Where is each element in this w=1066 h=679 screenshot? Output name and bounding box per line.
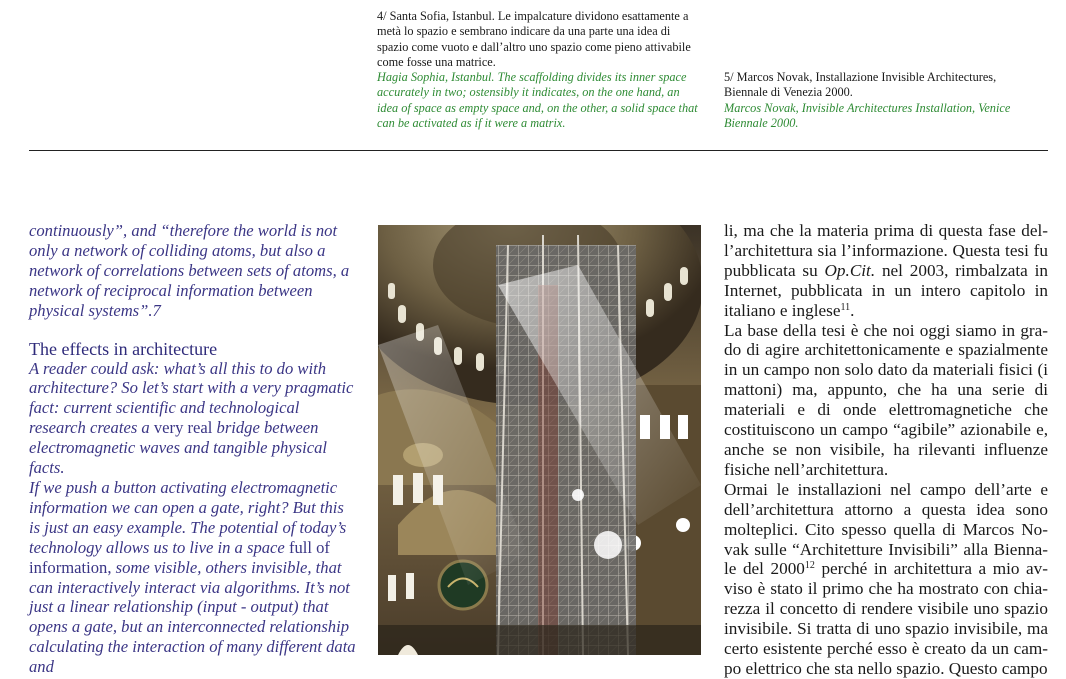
caption-english: Hagia Sophia, Istanbul. The scaffolding divides its inner space accurately in two; ostensibly it indicates, on the one hand, an idea of space as empty space and, on the other, a solid space that can be activated as if it were a matrix. — [377, 70, 698, 131]
footnote-ref: 12 — [804, 560, 815, 572]
caption-italian: 5/ Marcos Novak, Installazione Invisible Architectures, Biennale di Venezia 2000. — [724, 70, 997, 100]
paragraph: A reader could ask: what’s all this to do with architecture? So let’s start with a very pragmatic fact: current scientific and technological research creates a very real bridge between electromagnetic waves and tangible physical facts. — [29, 358, 354, 478]
figure-4-caption — [377, 9, 699, 131]
paragraph: li, ma che la materia prima di questa fase dell’architettura sia l’informazione. Questa tesi fu pubblicata su Op.Cit. nel 2003, rimbalzata in Internet, pubblicata in un intero capitolo in italiano e inglese$^{11}$. — [724, 221, 1048, 320]
horizontal-divider — [29, 150, 1048, 151]
figure-5-caption — [724, 70, 1034, 131]
paragraph: La base della tesi è che noi oggi siamo in grado di agire architettonicamente e spazialmente in un campo non solo dato da materiali fisici (i mattoni) ma, appunto, che ha una serie di materiali e di onde elettromagnetiche che costituiscono un campo “agibile” azionabile e, anche se non visibile, ha rilevanti influenze fisiche nell’architettura. — [724, 320, 1048, 479]
footnote-ref: 11 — [840, 301, 851, 313]
caption-english: Marcos Novak, Invisible Architectures Installation, Venice Biennale 2000. — [724, 100, 1011, 130]
section-heading: The effects in architecture — [29, 338, 218, 359]
paragraph: continuously”, and “therefore the world is not only a network of colliding atoms, but also a network of correlations between sets of atoms, a network of reciprocal information between physical systems”.7 — [29, 221, 350, 320]
left-text-column — [29, 221, 357, 677]
paragraph: If we push a button activating electromagnetic information we can open a gate, right? But this is just an easy example. The potential of today’s technology allows us to live in a space full of information, some visible, others invisible, that can interactively interact via algorithms. It’s not just a linear relationship (input - output) that opens a gate, but an interconnected relationship calculating the interaction of many different data and — [29, 477, 356, 677]
paragraph: Ormai le installazioni nel campo dell’arte e dell’architettura attorno a questa idea sono molteplici. Cito spesso quella di Marcos Novak sulle “Architetture Invisibili” alla Biennale del 2000$^{12}$ perché in architettura a mio avviso è stato il primo che ha mostrato con chiarezza il concetto di rendere visibile uno spazio invisibile. Si tratta di uno spazio invisibile, ma certo esistente perché esso è creato da un campo elettrico che sta nello spazio. Questo campo — [724, 479, 1048, 678]
right-text-column — [724, 221, 1048, 679]
hagia-sophia-photo — [378, 225, 701, 655]
caption-italian: 4/ Santa Sofia, Istanbul. Le impalcature dividono esattamente a metà lo spazio e sembrano indicare da una parte una idea di spazio come vuoto e dall’altro uno spazio come pieno attivabile come fosse una matrice. — [377, 9, 691, 69]
